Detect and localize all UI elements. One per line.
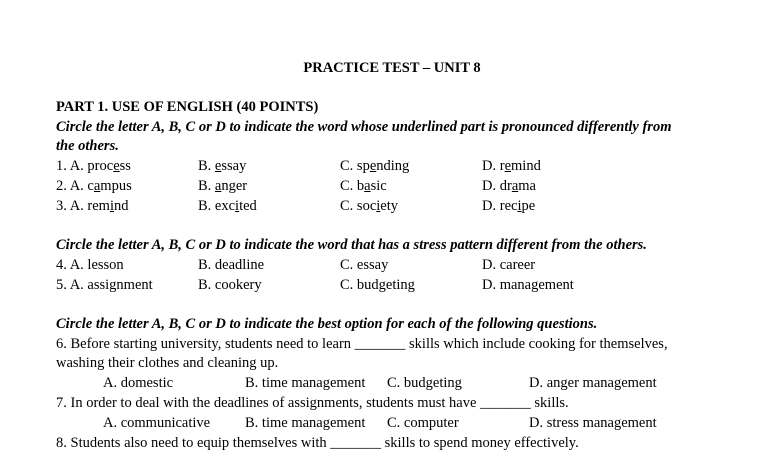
question-2-option-b: B. anger: [198, 178, 248, 194]
question-4-option-d: D. career: [482, 257, 536, 273]
pronunciation-instruction-line1: Circle the letter A, B, C or D to indicate the word whose underlined part is pronounced differently from: [56, 119, 672, 135]
question-2-option-d: D. drama: [482, 178, 536, 194]
question-6-option-b: B. time management: [245, 375, 366, 391]
page-title: PRACTICE TEST – UNIT 8: [303, 60, 481, 76]
question-6-option-a: A. domestic: [103, 375, 174, 391]
best-option-instruction: Circle the letter A, B, C or D to indicate the best option for each of the following questions.: [56, 316, 598, 332]
pronunciation-instruction-line2: the others.: [56, 138, 119, 154]
question-1-option-d: D. remind: [482, 158, 541, 174]
question-5-option-d: D. management: [482, 277, 574, 293]
question-3-option-a: 3. A. remind: [56, 198, 129, 214]
question-1-option-c: C. spending: [340, 158, 410, 174]
question-4-option-a: 4. A. lesson: [56, 257, 124, 273]
question-4-option-b: B. deadline: [198, 257, 265, 273]
question-6-option-d: D. anger management: [529, 375, 657, 391]
question-2-option-a: 2. A. campus: [56, 178, 132, 194]
part1-heading: PART 1. USE OF ENGLISH (40 POINTS): [56, 99, 319, 115]
question-3-option-d: D. recipe: [482, 198, 536, 214]
question-5-option-a: 5. A. assignment: [56, 277, 153, 293]
question-2-option-c: C. basic: [340, 178, 387, 194]
question-7-option-a: A. communicative: [103, 415, 211, 431]
question-8-stem-partial: 8. Students also need to equip themselves with _______ skills to spend money effectively.: [56, 435, 579, 451]
question-4-option-c: C. essay: [340, 257, 389, 273]
question-7-option-c: C. computer: [387, 415, 459, 431]
question-5-option-b: B. cookery: [198, 277, 262, 293]
question-6-stem-line2: washing their clothes and cleaning up.: [56, 355, 279, 371]
question-6-option-c: C. budgeting: [387, 375, 462, 391]
question-7-stem: 7. In order to deal with the deadlines of assignments, students must have _______ skills.: [56, 395, 569, 411]
stress-instruction: Circle the letter A, B, C or D to indicate the word that has a stress pattern different from the others.: [56, 237, 647, 253]
question-1-option-a: 1. A. process: [56, 158, 131, 174]
question-5-option-c: C. budgeting: [340, 277, 415, 293]
question-7-option-b: B. time management: [245, 415, 366, 431]
question-1-option-b: B. essay: [198, 158, 247, 174]
question-3-option-b: B. excited: [198, 198, 257, 214]
question-3-option-c: C. society: [340, 198, 399, 214]
question-6-stem-line1: 6. Before starting university, students need to learn _______ skills which include cooking for themselves,: [56, 336, 668, 352]
question-7-option-d: D. stress management: [529, 415, 657, 431]
